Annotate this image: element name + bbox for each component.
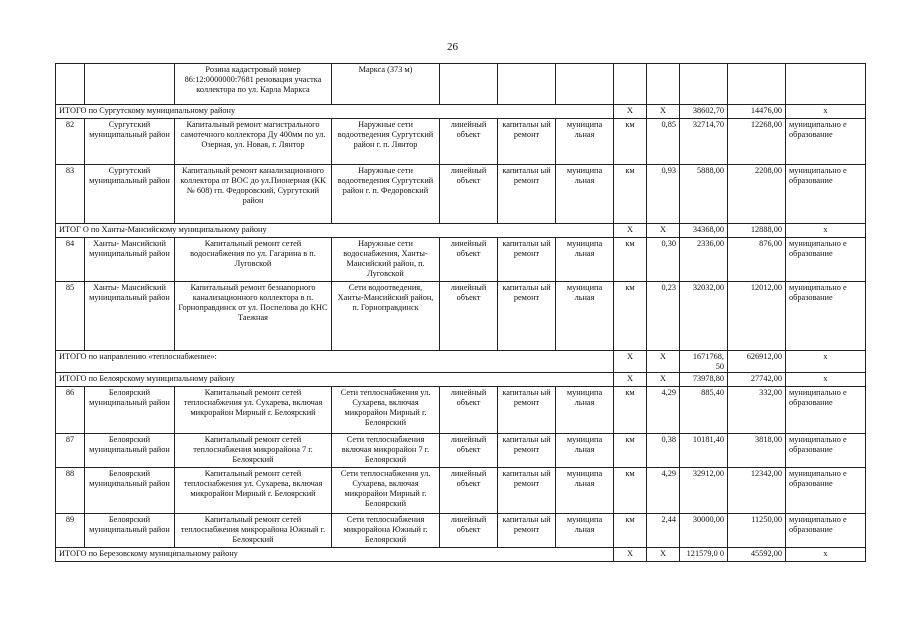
cell-mun: Ханты- Мансийский муниципальный район xyxy=(85,238,175,282)
cell-obj: Маркса (373 м) xyxy=(332,64,440,105)
cell-mun: Сургутский муниципальный район xyxy=(85,119,175,165)
program-table xyxy=(55,63,866,562)
table-row xyxy=(56,119,866,165)
cell-name: Капитальный ремонт сетей теплоснабжения ул. Сухарева, включая микрорайон Мирный г. Белоярский xyxy=(175,468,332,514)
cell-num: 85 xyxy=(56,282,85,351)
cell-qty: 0,93 xyxy=(647,165,680,224)
cell-unit xyxy=(614,64,647,105)
cell-cost2: 12012,00 xyxy=(728,282,786,351)
cell-src: муниципально е образование xyxy=(786,282,866,351)
cell-name: Капитальный ремонт сетей теплоснабжения ул. Сухарева, включая микрорайон Мирный г. Белоярский xyxy=(175,387,332,434)
cell-src xyxy=(786,64,866,105)
cell-cost xyxy=(680,64,728,105)
cell-type xyxy=(440,64,498,105)
cell-qty: 0,85 xyxy=(647,119,680,165)
cell-src: муниципально е образование xyxy=(786,165,866,224)
cell-num: 89 xyxy=(56,514,85,548)
cell-unit: км xyxy=(614,387,647,434)
cell-cost: 30000,00 xyxy=(680,514,728,548)
total-x-mark: Х xyxy=(614,373,647,387)
total-sum-regional: 626912,00 xyxy=(728,351,786,373)
cell-cost2 xyxy=(728,64,786,105)
table-row xyxy=(56,434,866,468)
table-row xyxy=(56,165,866,224)
cell-qty: 0,30 xyxy=(647,238,680,282)
total-sum-regional: 45592,00 xyxy=(728,548,786,562)
total-x-mark: Х xyxy=(614,351,647,373)
total-label: ИТОГО по направлению «теплоснабжение»: xyxy=(56,351,614,373)
cell-num: 84 xyxy=(56,238,85,282)
cell-owner: муниципа льная xyxy=(556,468,614,514)
cell-qty: 2,44 xyxy=(647,514,680,548)
cell-owner: муниципа льная xyxy=(556,434,614,468)
cell-type: линейный объект xyxy=(440,282,498,351)
cell-mun: Белоярский муниципальный район xyxy=(85,468,175,514)
cell-mun: Белоярский муниципальный район xyxy=(85,434,175,468)
cell-type: линейный объект xyxy=(440,119,498,165)
cell-work: капитальн ый ремонт xyxy=(498,387,556,434)
cell-type: линейный объект xyxy=(440,165,498,224)
cell-src: муниципально е образование xyxy=(786,238,866,282)
cell-work: капитальн ый ремонт xyxy=(498,434,556,468)
total-x-mark: Х xyxy=(647,224,680,238)
cell-unit: км xyxy=(614,434,647,468)
cell-mun: Ханты- Мансийский муниципальный район xyxy=(85,282,175,351)
cell-obj: Наружные сети водоотведения Сургутский район г. п. Федоровский xyxy=(332,165,440,224)
cell-obj: Сети теплоснабжения включая микрорайон 7 г. Белоярский xyxy=(332,434,440,468)
total-x-mark: х xyxy=(786,373,866,387)
cell-obj: Сети теплоснабжения ул. Сухарева, включая микрорайон Мирный г. Белоярский xyxy=(332,387,440,434)
cell-num: 83 xyxy=(56,165,85,224)
cell-mun: Белоярский муниципальный район xyxy=(85,387,175,434)
cell-cost2: 11250,00 xyxy=(728,514,786,548)
cell-owner: муниципа льная xyxy=(556,165,614,224)
total-x-mark: х xyxy=(786,351,866,373)
cell-num: 88 xyxy=(56,468,85,514)
cell-num: 87 xyxy=(56,434,85,468)
total-row xyxy=(56,224,866,238)
total-label: ИТОГО по Сургутскому муниципальному району xyxy=(56,105,614,119)
total-x-mark: Х xyxy=(647,351,680,373)
cell-cost2: 876,00 xyxy=(728,238,786,282)
total-sum: 1671768, 50 xyxy=(680,351,728,373)
cell-name: Капитальный ремонт сетей водоснабжения по ул. Гагарина в п. Луговской xyxy=(175,238,332,282)
cell-cost: 32912,00 xyxy=(680,468,728,514)
page-number: 26 xyxy=(447,41,458,53)
cell-owner: муниципа льная xyxy=(556,282,614,351)
cell-owner: муниципа льная xyxy=(556,387,614,434)
cell-work: капитальн ый ремонт xyxy=(498,238,556,282)
cell-obj: Сети теплоснабжения ул. Сухарева, включая микрорайон Мирный г. Белоярский xyxy=(332,468,440,514)
cell-src: муниципально е образование xyxy=(786,434,866,468)
cell-mun: Белоярский муниципальный район xyxy=(85,514,175,548)
cell-unit: км xyxy=(614,165,647,224)
cell-owner: муниципа льная xyxy=(556,119,614,165)
total-x-mark: Х xyxy=(647,373,680,387)
cell-obj: Сети теплоснабжения микрорайона Южный г. Белоярский xyxy=(332,514,440,548)
total-label: ИТОГ О по Ханты-Мансийскому муниципальному району xyxy=(56,224,614,238)
total-label: ИТОГО по Белоярскому муниципальному району xyxy=(56,373,614,387)
cell-type: линейный объект xyxy=(440,238,498,282)
cell-owner: муниципа льная xyxy=(556,238,614,282)
cell-cost2: 12342,00 xyxy=(728,468,786,514)
cell-cost2: 3818,00 xyxy=(728,434,786,468)
total-sum-regional: 12888,00 xyxy=(728,224,786,238)
total-x-mark: Х xyxy=(614,548,647,562)
total-sum: 38602,70 xyxy=(680,105,728,119)
cell-cost2: 2208,00 xyxy=(728,165,786,224)
cell-src: муниципально е образование xyxy=(786,387,866,434)
cell-name: Капитальный ремонт безнапорного канализационного коллектора в п. Горноправдинск от ул. Поспелова до КНС Таежная xyxy=(175,282,332,351)
total-sum-regional: 27742,00 xyxy=(728,373,786,387)
cell-unit: км xyxy=(614,282,647,351)
cell-owner xyxy=(556,64,614,105)
cell-qty: 0,38 xyxy=(647,434,680,468)
cell-src: муниципально е образование xyxy=(786,514,866,548)
cell-type: линейный объект xyxy=(440,468,498,514)
cell-src: муниципально е образование xyxy=(786,119,866,165)
total-x-mark: Х xyxy=(647,548,680,562)
table-row xyxy=(56,238,866,282)
total-sum: 73978,80 xyxy=(680,373,728,387)
cell-num: 86 xyxy=(56,387,85,434)
cell-cost: 32714,70 xyxy=(680,119,728,165)
table-row xyxy=(56,64,866,105)
cell-mun: Сургутский муниципальный район xyxy=(85,165,175,224)
total-row xyxy=(56,351,866,373)
cell-unit: км xyxy=(614,514,647,548)
cell-obj: Сети водоотведения, Ханты-Мансийский район, п. Горноправдинск xyxy=(332,282,440,351)
cell-name: Розина кадастровый номер 86:12:0000000:7681 реновация участка коллектора по ул. Карла Маркса xyxy=(175,64,332,105)
total-sum: 34368,00 xyxy=(680,224,728,238)
cell-type: линейный объект xyxy=(440,434,498,468)
cell-work: капитальн ый ремонт xyxy=(498,119,556,165)
total-label: ИТОГО по Березовскому муниципальному району xyxy=(56,548,614,562)
cell-obj: Наружные сети водоотведения Сургутский район г. п. Лянтор xyxy=(332,119,440,165)
cell-type: линейный объект xyxy=(440,514,498,548)
total-row xyxy=(56,373,866,387)
total-x-mark: х xyxy=(786,105,866,119)
total-row xyxy=(56,105,866,119)
cell-cost2: 12268,00 xyxy=(728,119,786,165)
cell-qty: 4,29 xyxy=(647,468,680,514)
cell-cost: 885,40 xyxy=(680,387,728,434)
cell-unit: км xyxy=(614,468,647,514)
cell-cost: 5888,00 xyxy=(680,165,728,224)
cell-num: 82 xyxy=(56,119,85,165)
cell-qty xyxy=(647,64,680,105)
cell-obj: Наружные сети водоснабжения, Ханты- Мансийский район, п. Луговской xyxy=(332,238,440,282)
cell-name: Капитальный ремонт магистрального самотечного коллектора Ду 400мм по ул. Озерная, ул. Новая, г. Лянтор xyxy=(175,119,332,165)
total-x-mark: х xyxy=(786,548,866,562)
total-x-mark: Х xyxy=(647,105,680,119)
cell-unit: км xyxy=(614,119,647,165)
cell-work: капитальн ый ремонт xyxy=(498,468,556,514)
total-x-mark: х xyxy=(786,224,866,238)
total-sum: 121579,0 0 xyxy=(680,548,728,562)
cell-num xyxy=(56,64,85,105)
cell-work: капитальн ый ремонт xyxy=(498,165,556,224)
cell-src: муниципально е образование xyxy=(786,468,866,514)
table-row xyxy=(56,387,866,434)
cell-type: линейный объект xyxy=(440,387,498,434)
cell-owner: муниципа льная xyxy=(556,514,614,548)
cell-qty: 0,23 xyxy=(647,282,680,351)
cell-cost: 32032,00 xyxy=(680,282,728,351)
cell-mun xyxy=(85,64,175,105)
cell-name: Капитальный ремонт сетей теплоснабжения микрорайона Южный г. Белоярский xyxy=(175,514,332,548)
cell-qty: 4,29 xyxy=(647,387,680,434)
cell-unit: км xyxy=(614,238,647,282)
cell-name: Капитальный ремонт канализационного коллектора от ВОС до ул.Пионерная (КК № 608) гп. Федоровский, Сургутский район xyxy=(175,165,332,224)
total-sum-regional: 14476,00 xyxy=(728,105,786,119)
table-row xyxy=(56,468,866,514)
cell-work: капитальн ый ремонт xyxy=(498,514,556,548)
cell-cost: 2336,00 xyxy=(680,238,728,282)
table-row xyxy=(56,282,866,351)
cell-work xyxy=(498,64,556,105)
total-row xyxy=(56,548,866,562)
total-x-mark: Х xyxy=(614,105,647,119)
cell-cost: 10181,40 xyxy=(680,434,728,468)
cell-cost2: 332,00 xyxy=(728,387,786,434)
total-x-mark: Х xyxy=(614,224,647,238)
cell-name: Капитальный ремонт сетей теплоснабжения микрорайона 7 г. Белоярский xyxy=(175,434,332,468)
cell-work: капитальн ый ремонт xyxy=(498,282,556,351)
table-row xyxy=(56,514,866,548)
